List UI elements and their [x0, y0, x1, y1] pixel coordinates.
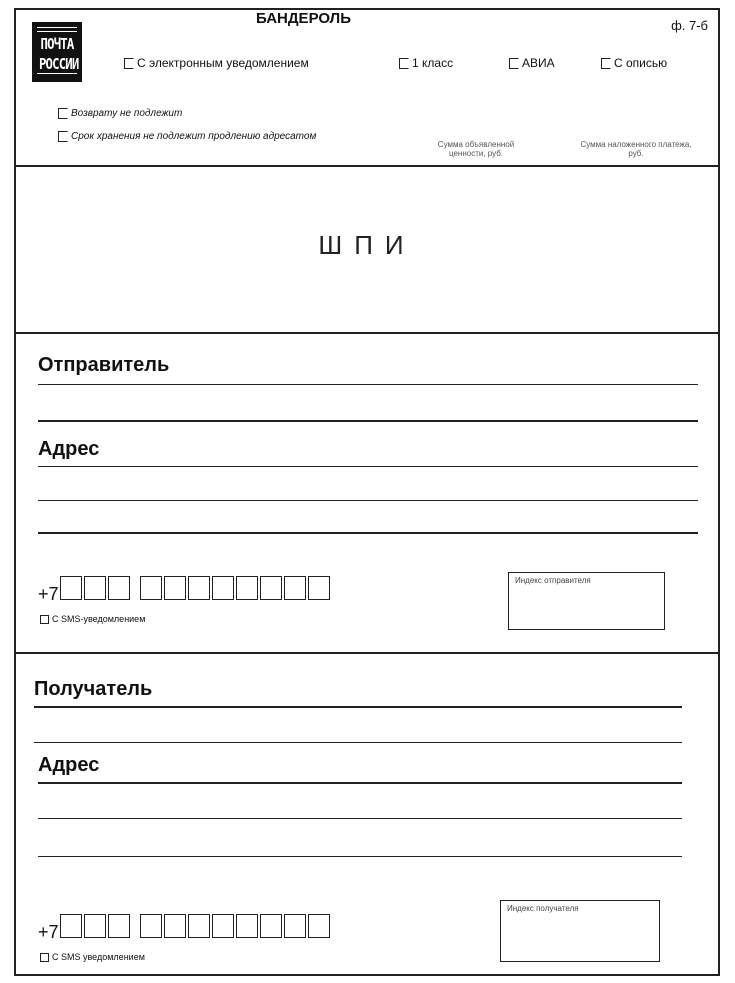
phone-digit-box[interactable]: [84, 576, 106, 600]
recipient-phone-prefix: +7: [38, 922, 59, 942]
sender-phone-prefix: +7: [38, 584, 59, 604]
phone-digit-box[interactable]: [308, 576, 330, 600]
form-code: ф. 7-б: [671, 18, 708, 33]
recipient-label: Получатель: [34, 678, 153, 700]
option-storage-no-extend[interactable]: [58, 131, 316, 142]
phone-digit-box[interactable]: [188, 576, 210, 600]
phone-digit-box[interactable]: [284, 914, 306, 938]
checkbox[interactable]: [601, 58, 611, 69]
recipient-address-line-2[interactable]: [38, 818, 682, 819]
sender-name-line[interactable]: [38, 384, 698, 385]
sender-phone-digits[interactable]: [60, 576, 332, 600]
phone-digit-box[interactable]: [108, 576, 130, 600]
checkbox[interactable]: [40, 615, 49, 624]
phone-digit-box[interactable]: [164, 576, 186, 600]
phone-digit-box[interactable]: [308, 914, 330, 938]
divider: [16, 652, 718, 654]
cod-amount-label: Сумма наложенного платежа, руб.: [580, 140, 692, 158]
recipient-phone-digits[interactable]: [60, 914, 332, 938]
option-label: С описью: [614, 56, 668, 70]
recipient-address-line-3[interactable]: [38, 856, 682, 857]
sender-sms-option[interactable]: [40, 614, 145, 624]
sender-address-line-1[interactable]: [38, 466, 698, 467]
phone-digit-box[interactable]: [260, 914, 282, 938]
sender-label: Отправитель: [38, 354, 170, 376]
recipient-name-line-2[interactable]: [34, 742, 682, 743]
logo-line-1: ПОЧТА: [40, 35, 74, 53]
phone-digit-box[interactable]: [60, 914, 82, 938]
sender-address-line-3[interactable]: [38, 532, 698, 534]
option-label: 1 класс: [412, 56, 454, 70]
phone-digit-box[interactable]: [236, 576, 258, 600]
parcel-form: [14, 8, 720, 976]
russian-post-logo: [32, 22, 82, 82]
phone-digit-box[interactable]: [140, 576, 162, 600]
option-label: Срок хранения не подлежит продлению адресатом: [71, 131, 317, 142]
option-electronic-notice[interactable]: [124, 56, 309, 70]
sender-index-box[interactable]: [508, 572, 665, 630]
checkbox[interactable]: [509, 58, 519, 69]
logo-line-2: РОССИИ: [38, 55, 79, 73]
sender-address-label: Адрес: [38, 438, 100, 460]
option-label: Возврату не подлежит: [71, 108, 183, 119]
phone-digit-box[interactable]: [60, 576, 82, 600]
recipient-name-line[interactable]: [34, 706, 682, 708]
recipient-index-label: Индекс получателя: [507, 904, 579, 913]
checkbox[interactable]: [124, 58, 134, 69]
recipient-address-label: Адрес: [38, 754, 100, 776]
recipient-index-box[interactable]: [500, 900, 660, 962]
option-avia[interactable]: [509, 56, 555, 70]
phone-digit-box[interactable]: [260, 576, 282, 600]
checkbox[interactable]: [399, 58, 409, 69]
divider: [16, 165, 718, 167]
phone-digit-box[interactable]: [188, 914, 210, 938]
option-no-return[interactable]: [58, 108, 182, 119]
option-first-class[interactable]: [399, 56, 453, 70]
phone-digit-box[interactable]: [212, 914, 234, 938]
recipient-address-line-1[interactable]: [38, 782, 682, 784]
option-label: АВИА: [522, 56, 555, 70]
sender-address-line-2[interactable]: [38, 500, 698, 501]
phone-digit-box[interactable]: [140, 914, 162, 938]
checkbox[interactable]: [40, 953, 49, 962]
declared-value-label: Сумма объявленной ценности, руб.: [437, 140, 515, 158]
sms-label: С SMS уведомлением: [52, 952, 145, 962]
phone-digit-box[interactable]: [236, 914, 258, 938]
sender-index-label: Индекс отправителя: [515, 576, 591, 585]
phone-digit-box[interactable]: [212, 576, 234, 600]
divider: [16, 332, 718, 334]
recipient-sms-option[interactable]: [40, 952, 145, 962]
phone-digit-box[interactable]: [108, 914, 130, 938]
sms-label: С SMS-уведомлением: [52, 614, 146, 624]
phone-digit-box[interactable]: [164, 914, 186, 938]
phone-digit-box[interactable]: [84, 914, 106, 938]
spi-label: ШПИ: [318, 230, 416, 260]
checkbox[interactable]: [58, 131, 68, 142]
option-with-inventory[interactable]: [601, 56, 667, 70]
phone-digit-box[interactable]: [284, 576, 306, 600]
option-label: С электронным уведомлением: [137, 56, 309, 70]
checkbox[interactable]: [58, 108, 68, 119]
sender-name-line-2[interactable]: [38, 420, 698, 422]
form-title: БАНДЕРОЛЬ: [256, 10, 351, 27]
